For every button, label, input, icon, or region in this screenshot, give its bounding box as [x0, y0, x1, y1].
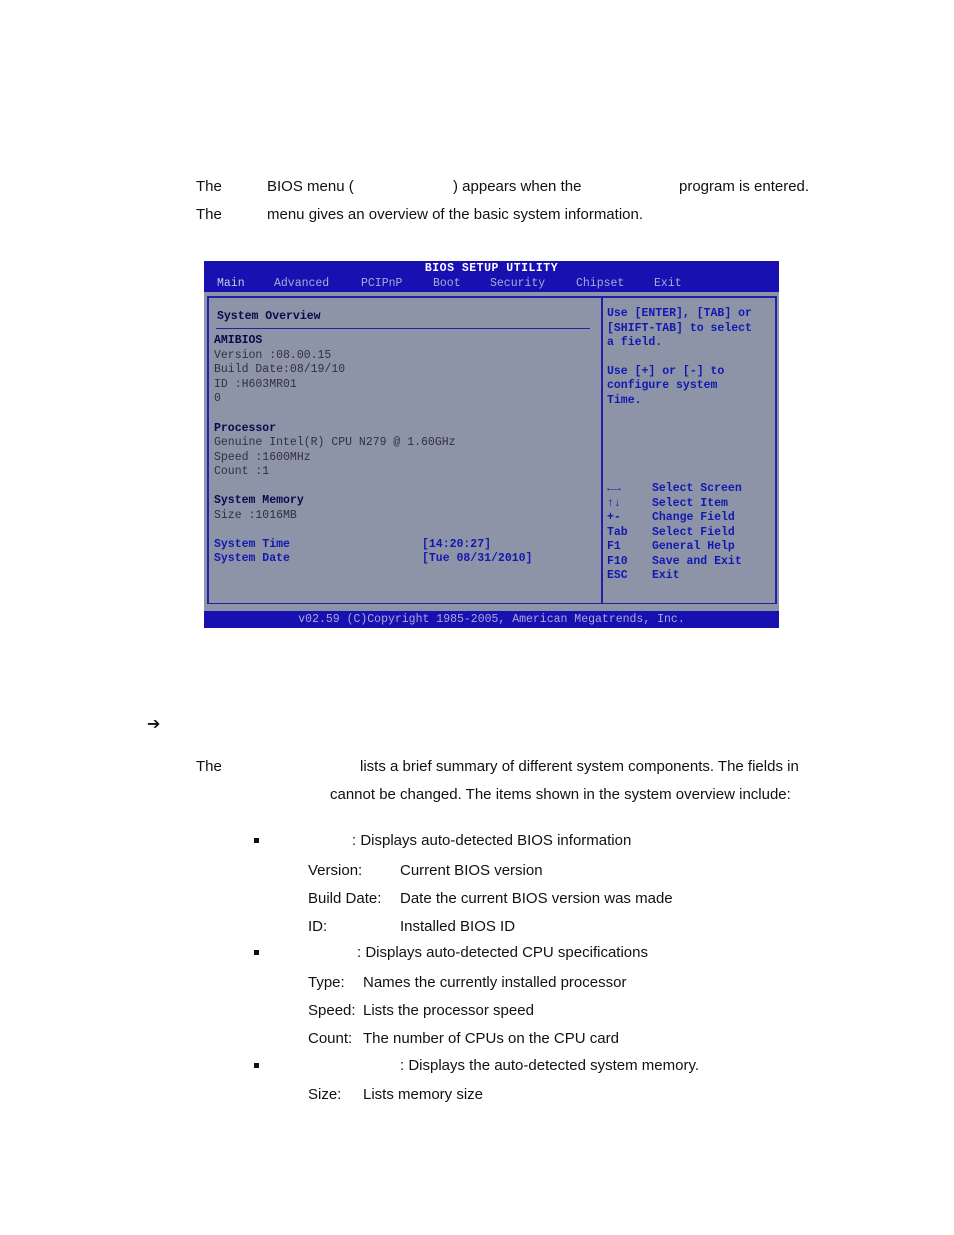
intro-program: program is entered.	[679, 178, 810, 195]
bios-menu-pcipnp[interactable]: PCIPnP	[361, 277, 403, 290]
bios-info-label: Version:	[308, 862, 363, 879]
bios-help-line: Use [+] or [-] to	[607, 365, 725, 378]
bios-menu-exit[interactable]: Exit	[654, 277, 682, 290]
bullet-text: : Displays auto-detected BIOS information	[352, 832, 632, 849]
bios-info-desc: Current BIOS version	[400, 862, 543, 879]
bios-memory-heading: System Memory	[214, 494, 304, 507]
bios-help-line: a field.	[607, 336, 663, 349]
bullet-text: : Displays the auto-detected system memory.	[400, 1057, 700, 1074]
bios-help-line: Time.	[607, 394, 642, 407]
bios-section-title: System Overview	[217, 310, 321, 323]
bios-menu-advanced[interactable]: Advanced	[274, 277, 330, 290]
cpu-info-label: Speed:	[308, 1002, 356, 1019]
bios-system-date-value[interactable]: [Tue 08/31/2010]	[422, 552, 533, 565]
bios-key-desc: Save and Exit	[652, 555, 742, 568]
bios-key-desc: Change Field	[652, 511, 735, 524]
bios-menu-bar	[204, 275, 779, 292]
bios-key: ESC	[607, 569, 628, 582]
bios-cpu-name-line: Genuine Intel(R) CPU N279 @ 1.60GHz	[214, 436, 456, 449]
bios-menu-main[interactable]: Main	[217, 277, 245, 290]
bios-id-line-cont: 0	[214, 392, 221, 405]
bios-title-bar: BIOS SETUP UTILITY	[204, 261, 779, 275]
bios-panel-divider	[601, 298, 603, 603]
bios-section-rule	[216, 328, 590, 329]
bios-system-time-value[interactable]: [14:20:27]	[422, 538, 492, 551]
bios-screenshot	[204, 261, 779, 628]
cpu-info-desc: The number of CPUs on the CPU card	[363, 1030, 619, 1047]
bios-info-label: ID:	[308, 918, 328, 935]
memory-info-label: Size:	[308, 1086, 342, 1103]
bios-key-desc: General Help	[652, 540, 735, 553]
bios-menu-chipset[interactable]: Chipset	[576, 277, 625, 290]
bios-processor-heading: Processor	[214, 422, 277, 435]
bios-version-line: Version :08.00.15	[214, 349, 332, 362]
bios-key-desc: Select Item	[652, 497, 728, 510]
cpu-info-desc: Names the currently installed processor	[363, 974, 627, 991]
intro-bios-menu: BIOS menu (	[267, 178, 354, 195]
bios-key: +-	[607, 511, 621, 524]
para-line1: lists a brief summary of different system components. The fields in	[360, 758, 799, 775]
bios-key: F1	[607, 540, 621, 553]
intro-appears: ) appears when the	[453, 178, 582, 195]
bios-key: ↑↓	[607, 497, 621, 510]
bios-key-desc: Select Field	[652, 526, 735, 539]
cpu-info-label: Type:	[308, 974, 345, 991]
bios-key: Tab	[607, 526, 628, 539]
para-line2: cannot be changed. The items shown in the system overview include:	[330, 786, 791, 803]
bios-key-desc: Select Screen	[652, 482, 742, 495]
bullet-text: : Displays auto-detected CPU specifications	[357, 944, 648, 961]
bios-info-label: Build Date:	[308, 890, 382, 907]
memory-info-desc: Lists memory size	[363, 1086, 484, 1103]
bios-main-frame	[207, 296, 777, 604]
bios-menu-boot[interactable]: Boot	[433, 277, 461, 290]
bullet-marker	[254, 838, 259, 843]
intro-line2-the: The	[196, 206, 222, 223]
bios-amibios-heading: AMIBIOS	[214, 334, 263, 347]
bios-build-date-line: Build Date:08/19/10	[214, 363, 346, 376]
para-the: The	[196, 758, 222, 775]
bios-key-desc: Exit	[652, 569, 680, 582]
bullet-marker	[254, 1063, 259, 1068]
bios-system-date-label[interactable]: System Date	[214, 552, 290, 565]
bios-help-line: configure system	[607, 379, 718, 392]
bios-info-desc: Date the current BIOS version was made	[400, 890, 673, 907]
bios-copyright-bar: v02.59 (C)Copyright 1985-2005, American Megatrends, Inc.	[204, 611, 779, 628]
cpu-info-desc: Lists the processor speed	[363, 1002, 534, 1019]
bios-id-line: ID :H603MR01	[214, 378, 297, 391]
bios-info-desc: Installed BIOS ID	[400, 918, 516, 935]
intro-line2-text: menu gives an overview of the basic system information.	[267, 206, 644, 223]
bios-cpu-count-line: Count :1	[214, 465, 270, 478]
cpu-info-label: Count:	[308, 1030, 353, 1047]
intro-word-the: The	[196, 178, 222, 195]
bios-cpu-speed-line: Speed :1600MHz	[214, 451, 311, 464]
bios-key: ←→	[607, 482, 621, 495]
bios-memory-size-line: Size :1016MB	[214, 509, 297, 522]
bios-help-line: [SHIFT-TAB] to select	[607, 322, 752, 335]
bios-system-time-label[interactable]: System Time	[214, 538, 290, 551]
bios-help-line: Use [ENTER], [TAB] or	[607, 307, 752, 320]
bios-key: F10	[607, 555, 628, 568]
bios-menu-security[interactable]: Security	[490, 277, 546, 290]
arrow-icon: ➔	[147, 714, 161, 733]
bullet-marker	[254, 950, 259, 955]
